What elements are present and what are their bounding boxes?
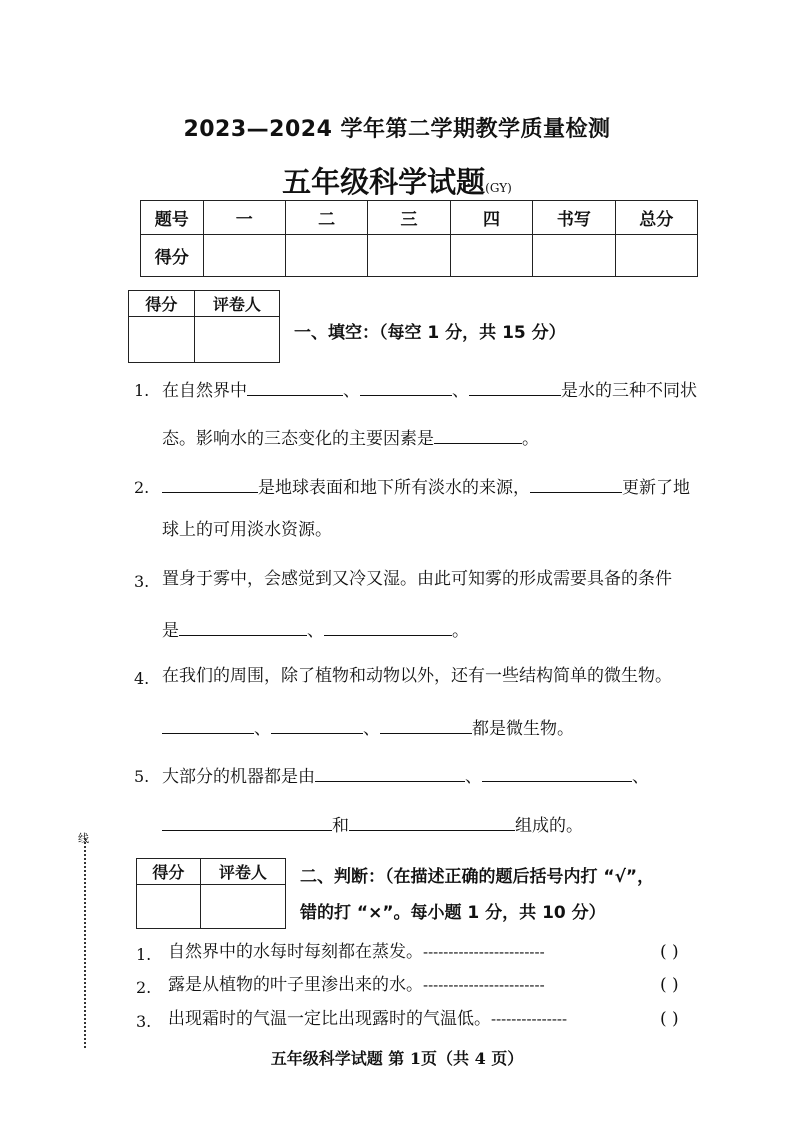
score-header-label: 题号	[141, 201, 204, 235]
tf-item-2	[168, 977, 545, 994]
section2-title-line1: 二、判断：（在描述正确的题后括号内打 “√”，	[300, 867, 655, 887]
q5-blank-2[interactable]	[482, 766, 632, 782]
tf-item-2-number: 2.	[136, 978, 152, 997]
q4-blank-1[interactable]	[162, 718, 254, 734]
tf-item-1-dashes: ------------------------	[423, 943, 545, 961]
score-cell	[615, 235, 697, 277]
q1-text-a: 在自然界中	[162, 381, 247, 401]
q4-sep-2: 、	[363, 719, 380, 739]
tf-item-3	[168, 1011, 567, 1028]
grader-name-cell	[194, 317, 279, 363]
tf-item-1	[168, 944, 545, 961]
section2-title-line2: 错的打 “×”。每小题 1 分，共 10 分）	[300, 903, 606, 923]
q4-sep-1: 、	[254, 719, 271, 739]
q2-line2: 球上的可用淡水资源。	[162, 520, 332, 540]
tf-item-3-text: 出现霜时的气温一定比出现露时的气温低。	[168, 1009, 491, 1029]
q5-text-d: 和	[332, 816, 349, 836]
score-cell	[203, 235, 285, 277]
q5-text-a: 大部分的机器都是由	[162, 767, 315, 787]
q3-sep: 、	[307, 621, 324, 641]
q1-blank-4[interactable]	[434, 428, 522, 444]
tf-item-1-answer[interactable]: ( )	[660, 942, 679, 962]
score-row-label: 得分	[141, 235, 204, 277]
q5-sep-2: 、	[632, 767, 649, 787]
q2-line1	[162, 477, 690, 497]
tf-item-2-dashes: ------------------------	[423, 976, 545, 994]
q1-sep-1: 、	[343, 381, 360, 401]
q2-blank-1[interactable]	[162, 477, 258, 493]
q4-line2	[162, 718, 574, 738]
q1-line2	[162, 428, 539, 448]
tf-item-2-text: 露是从植物的叶子里渗出来的水。	[168, 975, 423, 995]
exam-title: 2023—2024 学年第二学期教学质量检测	[183, 117, 611, 142]
q2-text-b: 更新了地	[622, 478, 690, 498]
q2-number: 2.	[134, 478, 150, 497]
q1-blank-2[interactable]	[360, 380, 452, 396]
score-cell	[450, 235, 532, 277]
subject-title	[0, 160, 794, 201]
score-cell	[533, 235, 615, 277]
q5-sep-1: 、	[465, 767, 482, 787]
q1-sep-2: 、	[452, 381, 469, 401]
q1-text-d: 是水的三种不同状	[561, 381, 697, 401]
q1-text-e: 态。影响水的三态变化的主要因素是	[162, 429, 434, 449]
tf-item-3-dashes: ---------------	[491, 1010, 568, 1028]
q5-line1	[162, 766, 649, 786]
tf-item-3-number: 3.	[136, 1012, 152, 1031]
grader-name-cell	[200, 885, 285, 929]
q5-text-e: 组成的。	[515, 816, 583, 836]
q4-blank-2[interactable]	[271, 718, 363, 734]
q2-text-a: 是地球表面和地下所有淡水的来源，	[258, 478, 530, 498]
tf-item-2-answer[interactable]: ( )	[660, 975, 679, 995]
score-header-writing: 书写	[533, 201, 615, 235]
tf-item-1-text: 自然界中的水每时每刻都在蒸发。	[168, 942, 423, 962]
q3-line2	[162, 620, 469, 640]
score-header-3: 三	[368, 201, 450, 235]
grader-box-1	[128, 290, 280, 363]
grader-score-cell	[137, 885, 201, 929]
score-header-2: 二	[285, 201, 367, 235]
q4-line1: 在我们的周围，除了植物和动物以外，还有一些结构简单的微生物。	[162, 666, 672, 686]
page-footer: 五年级科学试题 第 1页（共 4 页）	[270, 1049, 524, 1068]
section1-title: 一、填空：（每空 1 分，共 15 分）	[294, 323, 566, 343]
score-cell	[368, 235, 450, 277]
q5-blank-1[interactable]	[315, 766, 465, 782]
q1-blank-1[interactable]	[247, 380, 343, 396]
q1-line1	[162, 380, 697, 400]
q5-blank-3[interactable]	[162, 815, 332, 831]
tf-item-1-number: 1.	[136, 945, 152, 964]
q3-text-b: 是	[162, 621, 179, 641]
grader-score-label: 得分	[129, 291, 195, 317]
q1-number: 1.	[134, 381, 150, 400]
q3-line1: 置身于雾中，会感觉到又冷又湿。由此可知雾的形成需要具备的条件	[162, 569, 672, 589]
q4-number: 4.	[134, 669, 150, 688]
score-table	[140, 200, 698, 277]
score-header-4: 四	[450, 201, 532, 235]
grader-score-cell	[129, 317, 195, 363]
tf-item-3-answer[interactable]: ( )	[660, 1009, 679, 1029]
q4-blank-3[interactable]	[380, 718, 472, 734]
q3-number: 3.	[134, 572, 150, 591]
q3-text-d: 。	[452, 621, 469, 641]
subject-code: (GY)	[485, 181, 512, 195]
binding-dotted-line	[84, 838, 86, 1048]
grader-name-label: 评卷人	[200, 859, 285, 885]
q5-blank-4[interactable]	[349, 815, 515, 831]
grader-score-label: 得分	[137, 859, 201, 885]
score-cell	[285, 235, 367, 277]
grader-box-2	[136, 858, 286, 929]
q5-line2	[162, 815, 583, 835]
q3-blank-2[interactable]	[324, 620, 452, 636]
subject-name: 五年级科学试题	[282, 165, 486, 199]
q1-blank-3[interactable]	[469, 380, 561, 396]
q1-text-f: 。	[522, 429, 539, 449]
q2-blank-2[interactable]	[530, 477, 622, 493]
margin-mark: 线	[78, 832, 89, 845]
q4-text-d: 都是微生物。	[472, 719, 574, 739]
q3-blank-1[interactable]	[179, 620, 307, 636]
grader-name-label: 评卷人	[194, 291, 279, 317]
score-header-1: 一	[203, 201, 285, 235]
q5-number: 5.	[134, 767, 150, 786]
score-header-total: 总分	[615, 201, 697, 235]
